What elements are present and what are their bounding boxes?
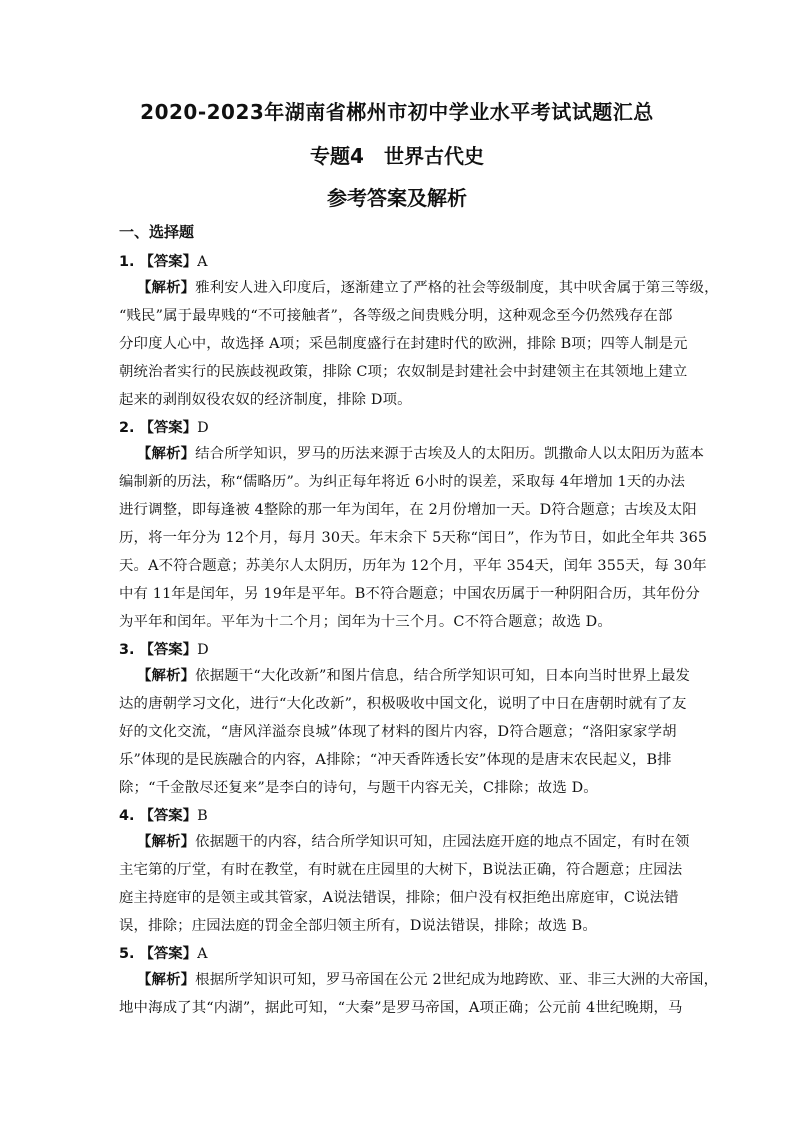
analysis-text: 为平年和闰年。平年为十二个月；闰年为十三个月。C不符合题意；故选 D。 <box>119 614 612 630</box>
analysis-paragraph <box>119 440 708 636</box>
answer-tag: 【答案】 <box>139 946 198 962</box>
document-title: 2020-2023年湖南省郴州市初中学业水平考试试题汇总 <box>140 100 654 124</box>
answer-list <box>119 250 719 1024</box>
question-number: 1. <box>119 254 140 270</box>
analysis-paragraph <box>119 828 690 940</box>
answer-tag: 【答案】 <box>139 420 198 436</box>
analysis-line <box>119 994 683 1022</box>
analysis-text: 达的唐朝学习文化，进行“大化改新”，积极吸收中国文化，说明了中日在唐朝时就有了友 <box>119 696 687 712</box>
analysis-text: 庭主持庭审的是领主或其管家，A说法错误，排除；佃户没有权拒绝出席庭审，C说法错 <box>119 890 679 906</box>
analysis-line <box>119 690 687 718</box>
analysis-paragraph <box>119 966 719 1022</box>
analysis-text: 结合所学知识，罗马的历法来源于古埃及人的太阳历。凯撒命人以太阳历为蓝本 <box>195 446 705 462</box>
analysis-line <box>119 524 708 552</box>
analysis-text: 编制新的历法，称“儒略历”。为纠正每年将近 6小时的误差，采取每 4年增加 1天的办法 <box>119 474 686 490</box>
analysis-line <box>119 358 688 386</box>
analysis-text: 朝统治者实行的民族歧视政策，排除 C项；农奴制是封建社会中封建领主在其领地上建立 <box>119 364 688 380</box>
analysis-line <box>119 856 683 884</box>
analysis-text: 进行调整，即每逢被 4整除的那一年为闰年，在 2月份增加一天。D符合题意；古埃及太阳 <box>119 502 697 518</box>
analysis-text: 雅利安人进入印度后，逐渐建立了严格的社会等级制度，其中吠舍属于第三等级， <box>195 280 719 296</box>
question-number: 5. <box>119 946 140 962</box>
analysis-line <box>119 274 719 302</box>
analysis-line <box>119 966 719 994</box>
analysis-line <box>119 718 679 746</box>
section-heading: 一、选择题 <box>119 223 195 241</box>
document-subtitle: 专题4 世界古代史 <box>310 144 484 168</box>
answer-value: A <box>197 254 208 270</box>
analysis-text: 起来的剥削奴役农奴的经济制度，排除 D项。 <box>119 392 412 408</box>
analysis-tag: 【解析】 <box>137 446 196 462</box>
analysis-line <box>119 440 705 468</box>
question-number: 4. <box>119 808 140 824</box>
answer-tag: 【答案】 <box>139 808 198 824</box>
document-heading: 参考答案及解析 <box>327 186 467 210</box>
analysis-text: 依据题干“大化改新”和图片信息，结合所学知识可知，日本向当时世界上最发 <box>195 668 691 684</box>
analysis-text: 依据题干的内容，结合所学知识可知，庄园法庭开庭的地点不固定，有时在领 <box>195 834 690 850</box>
analysis-text: 根据所学知识可知，罗马帝国在公元 2世纪成为地跨欧、亚、非三大洲的大帝国， <box>195 972 719 988</box>
analysis-tag: 【解析】 <box>137 280 196 296</box>
analysis-text: 中有 11年是闰年，另 19年是平年。B不符合题意；中国农历属于一种阴阳合历，其年份分 <box>119 586 700 602</box>
analysis-line <box>119 552 707 580</box>
answer-line <box>119 416 679 440</box>
analysis-line <box>119 580 700 608</box>
analysis-text: 好的文化交流，“唐风洋溢奈良城”体现了材料的图片内容，D符合题意；“洛阳家家学胡 <box>119 724 677 740</box>
analysis-line <box>119 774 679 802</box>
spacer <box>119 1022 679 1024</box>
analysis-line <box>119 468 686 496</box>
analysis-line <box>119 386 679 414</box>
analysis-line <box>119 884 679 912</box>
analysis-text: “贱民”属于最卑贱的“不可接触者”，各等级之间贵贱分明，这种观念至今仍然残存在部 <box>119 308 673 324</box>
analysis-tag: 【解析】 <box>137 668 196 684</box>
analysis-line <box>119 496 697 524</box>
answer-value: D <box>197 642 209 658</box>
analysis-line <box>119 608 679 636</box>
analysis-line <box>119 662 691 690</box>
question-number: 3. <box>119 642 140 658</box>
analysis-text: 主宅第的厅堂，有时在教堂，有时就在庄园里的大树下，B说法正确，符合题意；庄园法 <box>119 862 683 878</box>
answer-value: B <box>197 808 208 824</box>
analysis-paragraph <box>119 662 691 802</box>
analysis-line <box>119 912 679 940</box>
question-number: 2. <box>119 420 140 436</box>
answer-tag: 【答案】 <box>139 642 198 658</box>
analysis-text: 历，将一年分为 12个月，每月 30天。年末余下 5天称“闰日”，作为节日，如此全年共 365 <box>119 530 708 546</box>
answer-line <box>119 942 679 966</box>
answer-tag: 【答案】 <box>139 254 198 270</box>
analysis-text: 天。A不符合题意；苏美尔人太阴历，历年为 12个月，平年 354天，闰年 355天，每 30年 <box>119 558 707 574</box>
analysis-tag: 【解析】 <box>137 834 196 850</box>
answer-line <box>119 638 679 662</box>
analysis-paragraph <box>119 274 719 414</box>
answer-line <box>119 250 679 274</box>
analysis-text: 乐”体现的是民族融合的内容，A排除；“冲天香阵透长安”体现的是唐末农民起义，B排 <box>119 752 672 768</box>
analysis-line <box>119 302 679 330</box>
analysis-text: 地中海成了其“内湖”，据此可知，“大秦”是罗马帝国，A项正确；公元前 4世纪晚期，马 <box>119 1000 683 1016</box>
answer-value: A <box>197 946 208 962</box>
analysis-text: 除；“千金散尽还复来”是李白的诗句，与题干内容无关，C排除；故选 D。 <box>119 780 598 796</box>
analysis-line <box>119 330 688 358</box>
analysis-line <box>119 746 679 774</box>
analysis-text: 分印度人心中，故选择 A项；采邑制度盛行在封建时代的欧洲，排除 B项；四等人制是元 <box>119 336 688 352</box>
analysis-line <box>119 828 690 856</box>
analysis-tag: 【解析】 <box>137 972 196 988</box>
answer-value: D <box>197 420 209 436</box>
answer-line <box>119 804 679 828</box>
analysis-text: 误，排除；庄园法庭的罚金全部归领主所有，D说法错误，排除；故选 B。 <box>119 918 597 934</box>
